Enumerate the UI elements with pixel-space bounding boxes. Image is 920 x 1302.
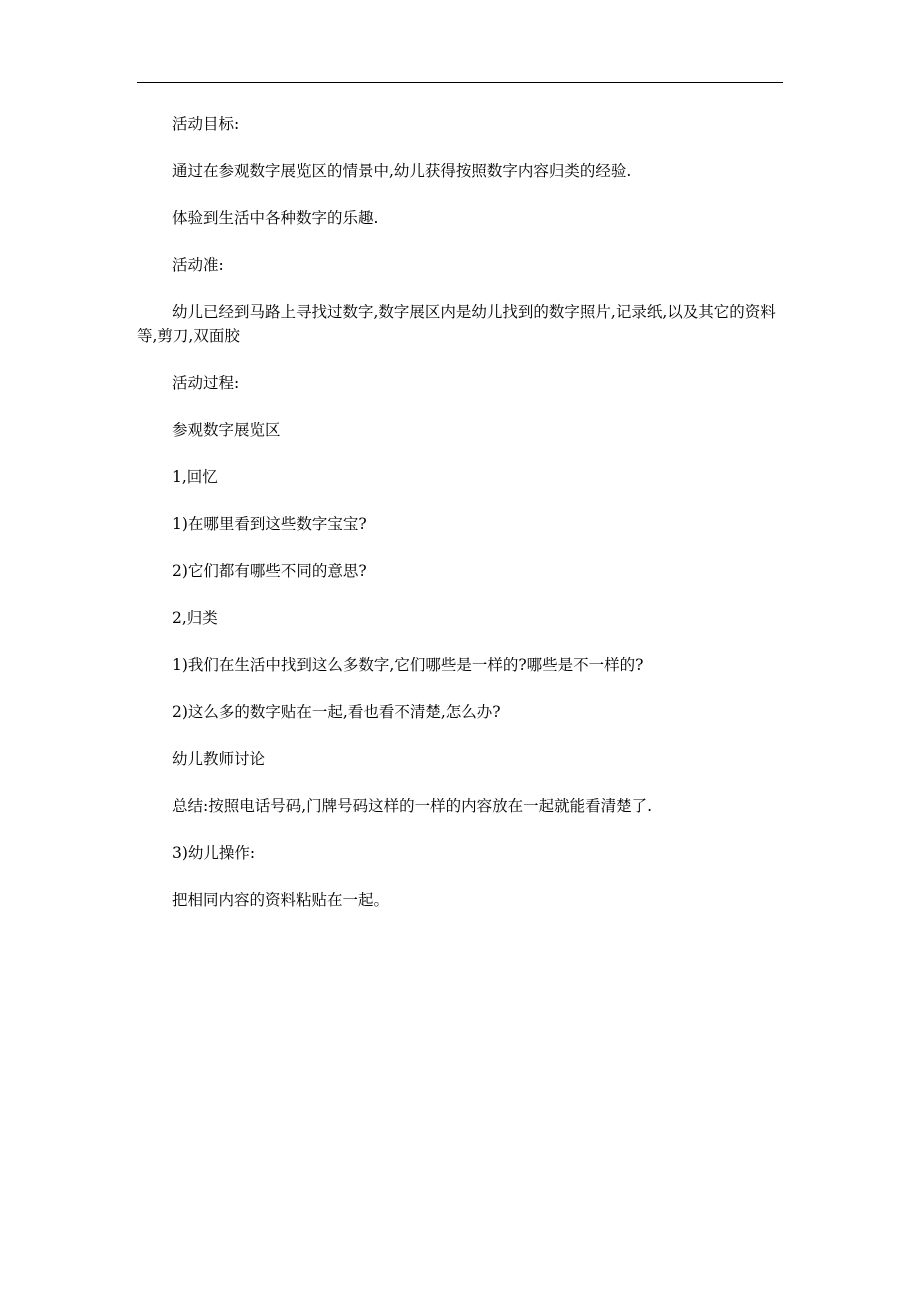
goal-paragraph-2: 体验到生活中各种数字的乐趣.	[172, 209, 379, 227]
preparation-paragraph: 幼儿已经到马路上寻找过数字,数字展区内是幼儿找到的数字照片,记录纸,以及其它的资料等,剪刀,双面胶	[137, 303, 776, 345]
heading-activity-process: 活动过程:	[172, 374, 240, 392]
process-step-visit: 参观数字展览区	[172, 421, 281, 439]
summary-line: 总结:按照电话号码,门牌号码这样的一样的内容放在一起就能看清楚了.	[172, 797, 653, 815]
process-step-classify: 2,归类	[172, 609, 218, 627]
heading-activity-preparation: 活动准:	[172, 256, 224, 274]
document-body	[137, 112, 784, 935]
discussion-line: 幼儿教师讨论	[172, 750, 266, 768]
recall-question-2: 2)它们都有哪些不同的意思?	[172, 562, 367, 580]
goal-paragraph-1: 通过在参观数字展览区的情景中,幼儿获得按照数字内容归类的经验.	[172, 162, 632, 180]
operation-step: 3)幼儿操作:	[172, 844, 256, 862]
operation-instruction: 把相同内容的资料粘贴在一起。	[172, 891, 390, 909]
recall-question-1: 1)在哪里看到这些数字宝宝?	[172, 515, 367, 533]
header-rule	[137, 82, 783, 83]
classify-question-2: 2)这么多的数字贴在一起,看也看不清楚,怎么办?	[172, 703, 501, 721]
process-step-recall: 1,回忆	[172, 468, 218, 486]
classify-question-1: 1)我们在生活中找到这么多数字,它们哪些是一样的?哪些是不一样的?	[172, 656, 644, 674]
heading-activity-goals: 活动目标:	[172, 115, 240, 133]
